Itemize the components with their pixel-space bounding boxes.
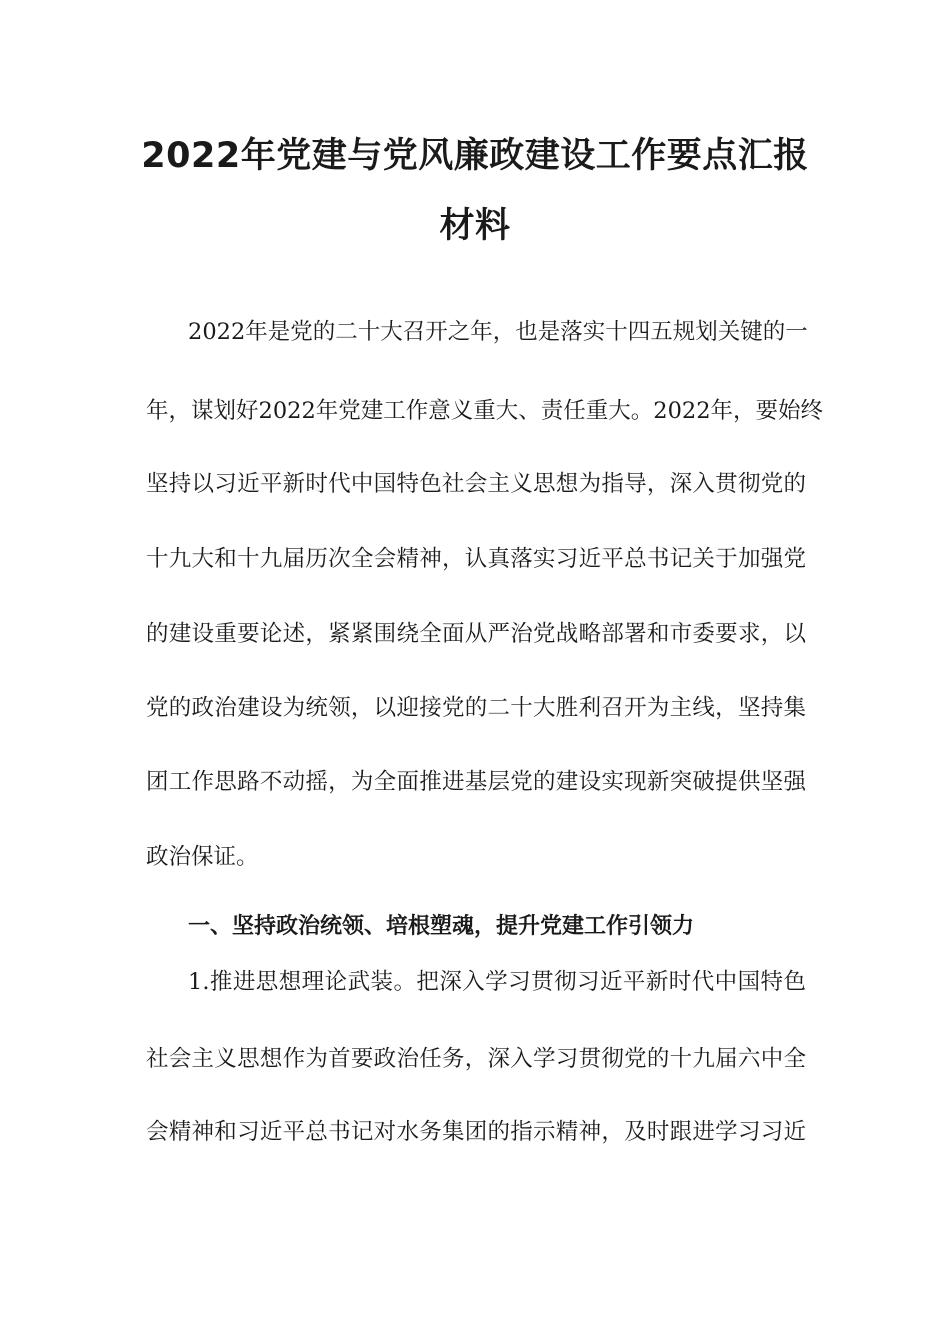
paragraph-1-line-6: 党的政治建设为统领，以迎接党的二十大胜利召开为主线，坚持集	[146, 695, 806, 721]
paragraph-2-line-2: 社会主义思想作为首要政治任务，深入学习贯彻党的十九届六中全	[146, 1046, 806, 1072]
paragraph-1-line-1: 2022年是党的二十大召开之年，也是落实十四五规划关键的一	[188, 319, 808, 345]
paragraph-1-line-7: 团工作思路不动摇，为全面推进基层党的建设实现新突破提供坚强	[146, 769, 806, 795]
paragraph-1-line-2: 年，谋划好2022年党建工作意义重大、责任重大。2022年，要始终	[146, 398, 824, 424]
paragraph-2-line-3: 会精神和习近平总书记对水务集团的指示精神，及时跟进学习习近	[146, 1119, 806, 1145]
paragraph-2-line-1: 1.推进思想理论武装。把深入学习贯彻习近平新时代中国特色	[188, 969, 806, 995]
paragraph-1-line-5: 的建设重要论述，紧紧围绕全面从严治党战略部署和市委要求，以	[146, 621, 806, 647]
section-1-heading: 一、坚持政治统领、培根塑魂，提升党建工作引领力	[188, 914, 695, 939]
document-title-line-1: 2022年党建与党风廉政建设工作要点汇报	[141, 136, 809, 176]
paragraph-1-line-3: 坚持以习近平新时代中国特色社会主义思想为指导，深入贯彻党的	[146, 471, 806, 497]
document-title-line-2: 材料	[439, 206, 511, 246]
paragraph-1-line-8: 政治保证。	[146, 844, 259, 870]
paragraph-1-line-4: 十九大和十九届历次全会精神，认真落实习近平总书记关于加强党	[146, 546, 806, 572]
